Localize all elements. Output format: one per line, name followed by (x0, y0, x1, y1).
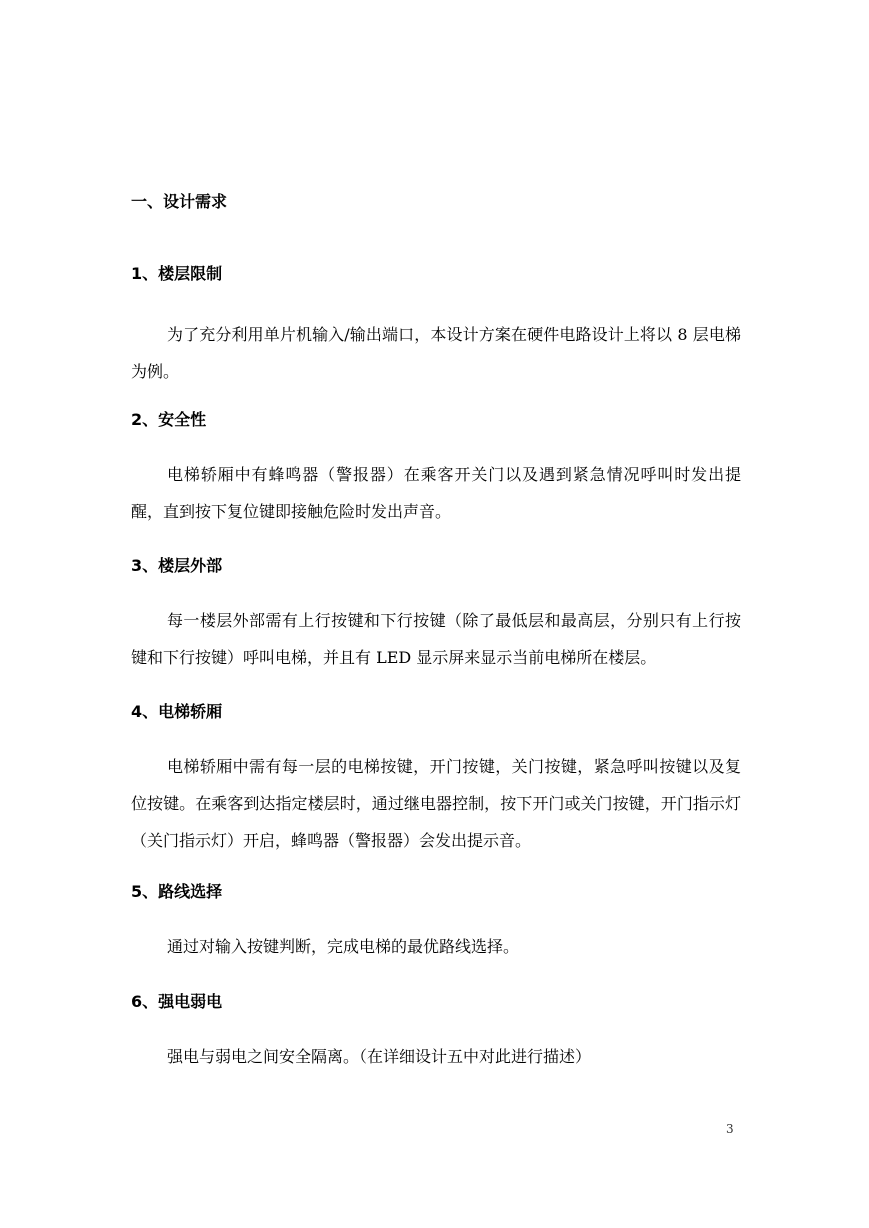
section-paragraph-floor-limit: 为了充分利用单片机输入/输出端口，本设计方案在硬件电路设计上将以 8 层电梯为例。 (131, 325, 741, 381)
section-paragraph-floor-exterior: 每一楼层外部需有上行按键和下行按键（除了最低层和最高层，分别只有上行按键和下行按键）呼叫电梯，并且有 LED 显示屏来显示当前电梯所在楼层。 (131, 611, 741, 667)
section-heading-route-selection: 5、路线选择 (131, 882, 223, 901)
section-paragraph-power-isolation: 强电与弱电之间安全隔离。（在详细设计五中对此进行描述） (167, 1047, 592, 1066)
section-paragraph-safety: 电梯轿厢中有蜂鸣器（警报器）在乘客开关门以及遇到紧急情况呼叫时发出提醒，直到按下复位键即接触危险时发出声音。 (131, 465, 741, 521)
section-paragraph-route-selection: 通过对输入按键判断，完成电梯的最优路线选择。 (167, 937, 520, 956)
page-number: 3 (726, 1122, 734, 1136)
section-heading-floor-limit: 1、楼层限制 (131, 264, 223, 283)
section-paragraph-elevator-car: 电梯轿厢中需有每一层的电梯按键，开门按键，关门按键，紧急呼叫按键以及复位按键。在乘客到达指定楼层时，通过继电器控制，按下开门或关门按键，开门指示灯（关门指示灯）开启，蜂鸣器（警报器）会发出提示音。 (131, 757, 741, 850)
section-heading-elevator-car: 4、电梯轿厢 (131, 702, 223, 721)
section-heading-safety: 2、安全性 (131, 410, 207, 429)
section-heading-floor-exterior: 3、楼层外部 (131, 556, 223, 575)
main-heading: 一、设计需求 (131, 192, 228, 211)
section-heading-power-isolation: 6、强电弱电 (131, 992, 223, 1011)
